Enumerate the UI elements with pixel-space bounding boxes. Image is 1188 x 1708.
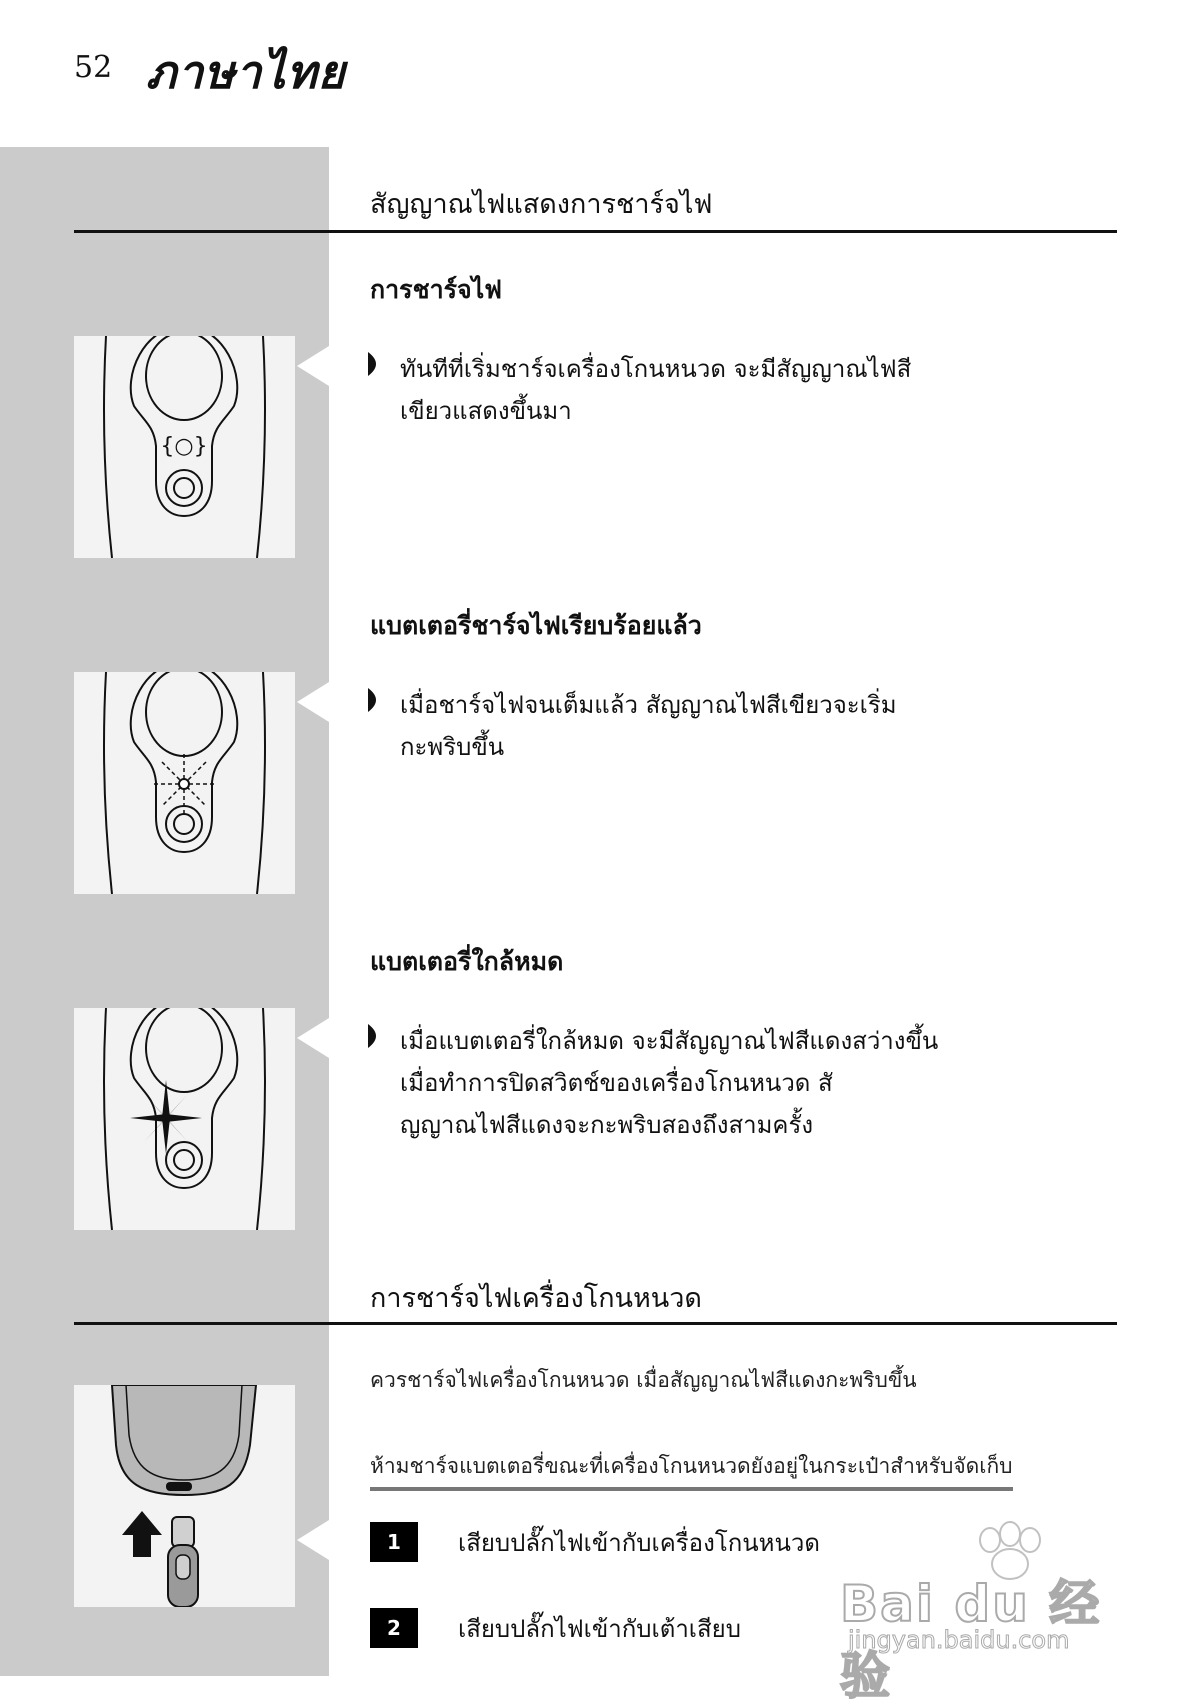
page-title: ภาษาไทย — [146, 45, 346, 99]
step-2 — [370, 1608, 741, 1648]
bullet-item — [368, 1020, 938, 1146]
subtitle-battery-low: แบตเตอรี่ใกล้หมด — [370, 947, 564, 976]
bullet-item — [368, 684, 960, 768]
step-1 — [370, 1522, 820, 1562]
subtitle-charging: การชาร์จไฟ — [370, 275, 502, 304]
bullet-text: เมื่อชาร์จไฟจนเต็มแล้ว สัญญาณไฟสีเขียวจะเริ่มกะพริบขึ้น — [400, 691, 897, 761]
step-text: เสียบปลั๊กไฟเข้ากับเครื่องโกนหนวด — [458, 1528, 820, 1557]
bullet-arrow-icon — [368, 688, 384, 712]
subtitle-battery-full: แบตเตอรี่ชาร์จไฟเรียบร้อยแล้ว — [370, 611, 702, 640]
section-divider — [74, 1322, 1117, 1325]
step-number: 2 — [370, 1608, 418, 1648]
figure-pointer — [297, 1018, 329, 1058]
figure-pointer — [297, 346, 329, 386]
section-title-charge-indication: สัญญาณไฟแสดงการชาร์จไฟ — [370, 189, 713, 220]
step-text: เสียบปลั๊กไฟเข้ากับเต้าเสียบ — [458, 1614, 741, 1643]
bullet-item — [368, 348, 960, 432]
shaver-plug-figure — [74, 1385, 295, 1607]
shaver-light-blinking-figure — [74, 672, 295, 894]
page-number: 52 — [74, 50, 113, 85]
baidu-watermark — [840, 1520, 1140, 1705]
figure-pointer — [297, 682, 329, 722]
bullet-line: เมื่อแบตเตอรี่ใกล้หมด จะมีสัญญาณไฟสีแดงสว่างขึ้น — [400, 1027, 939, 1055]
shaver-light-steady-figure — [74, 336, 295, 558]
charging-note: ควรชาร์จไฟเครื่องโกนหนวด เมื่อสัญญาณไฟสีแดงกะพริบขึ้น — [370, 1368, 917, 1392]
bullet-arrow-icon — [368, 352, 384, 376]
step-number: 1 — [370, 1522, 418, 1562]
charging-warning: ห้ามชาร์จแบตเตอรี่ขณะที่เครื่องโกนหนวดยังอยู่ในกระเป๋าสำหรับจัดเก็บ — [370, 1450, 1013, 1491]
section-divider — [74, 230, 1117, 233]
figure-pointer — [297, 1520, 329, 1560]
watermark-brand: Bai du 经验 — [840, 1575, 1102, 1705]
svg-text:{○}: {○} — [160, 434, 208, 459]
bullet-line: ญญาณไฟสีแดงจะกะพริบสองถึงสามครั้ง — [400, 1111, 814, 1139]
bullet-arrow-icon — [368, 1024, 384, 1048]
watermark-url: jingyan.baidu.com — [848, 1626, 1070, 1654]
bullet-text — [400, 1020, 938, 1146]
shaver-light-low-figure — [74, 1008, 295, 1230]
section-title-charging-shaver: การชาร์จไฟเครื่องโกนหนวด — [370, 1283, 702, 1314]
bullet-line: เมื่อทำการปิดสวิตช์ของเครื่องโกนหนวด สั — [400, 1069, 833, 1097]
bullet-text: ทันทีที่เริ่มชาร์จเครื่องโกนหนวด จะมีสัญญาณไฟสีเขียวแสดงขึ้นมา — [400, 355, 912, 425]
